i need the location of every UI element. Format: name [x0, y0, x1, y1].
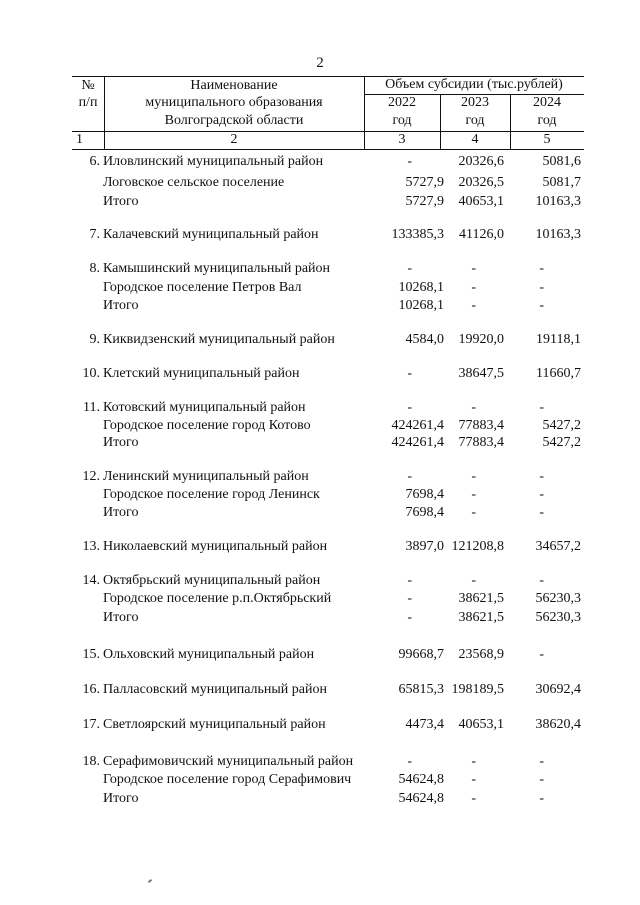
header-year-unit-1: год [392, 113, 412, 128]
value-2022: 424261,4 [391, 435, 444, 450]
municipality-name: Итого [103, 791, 139, 806]
value-2022: - [407, 469, 412, 484]
table-row [0, 331, 640, 349]
value-2023: - [471, 298, 476, 313]
table-row [0, 153, 640, 171]
value-2024: - [539, 400, 544, 415]
value-2024: 10163,3 [535, 227, 581, 242]
value-2022: - [407, 261, 412, 276]
value-2022: 3897,0 [405, 539, 444, 554]
municipality-name: Ленинский муниципальный район [103, 469, 309, 484]
value-2022: 65815,3 [398, 682, 444, 697]
header-year-unit-2: год [465, 113, 485, 128]
value-2022: 99668,7 [398, 647, 444, 662]
value-2023: - [471, 573, 476, 588]
value-2022: - [407, 400, 412, 415]
value-2023: - [471, 261, 476, 276]
value-2024: 38620,4 [535, 717, 581, 732]
municipality-name: Городское поселение р.п.Октябрьский [103, 591, 332, 606]
value-2023: 38621,5 [458, 591, 504, 606]
value-2023: - [471, 505, 476, 520]
value-2022: 54624,8 [398, 791, 444, 806]
municipality-name: Городское поселение город Котово [103, 418, 311, 433]
municipality-name: Светлоярский муниципальный район [103, 717, 326, 732]
value-2023: 38621,5 [458, 610, 504, 625]
value-2023: - [471, 469, 476, 484]
value-2022: 10268,1 [398, 280, 444, 295]
header-name-line2: муниципального образования [145, 95, 323, 110]
value-2024: - [539, 505, 544, 520]
column-index-5: 5 [543, 132, 551, 147]
value-2023: - [471, 280, 476, 295]
header-year-2022: 2022 [388, 95, 416, 110]
value-2022: - [407, 366, 412, 381]
table-row [0, 590, 640, 608]
value-2024: - [539, 298, 544, 313]
municipality-name: Серафимовичский муниципальный район [103, 754, 354, 769]
value-2023: - [471, 400, 476, 415]
header-name-line1: Наименование [190, 78, 278, 93]
value-2022: - [407, 573, 412, 588]
value-2022: - [407, 754, 412, 769]
column-index-rule [72, 149, 584, 150]
table-row [0, 226, 640, 244]
header-year-unit-3: год [537, 113, 557, 128]
header-num-pp: п/п [78, 95, 98, 110]
value-2022: 424261,4 [391, 418, 444, 433]
value-2022: 4584,0 [405, 332, 444, 347]
municipality-name: Калачевский муниципальный район [103, 227, 319, 242]
municipality-name: Клетский муниципальный район [103, 366, 300, 381]
value-2022: 7698,4 [405, 487, 444, 502]
row-number: 14. [82, 573, 100, 588]
table-row [0, 434, 640, 452]
value-2024: - [539, 261, 544, 276]
value-2023: 38647,5 [458, 366, 504, 381]
value-2024: - [539, 772, 544, 787]
value-2024: 56230,3 [535, 610, 581, 625]
row-number: 18. [82, 754, 100, 769]
row-number: 15. [82, 647, 100, 662]
municipality-name: Палласовский муниципальный район [103, 682, 327, 697]
value-2023: 77883,4 [458, 418, 504, 433]
row-number: 7. [89, 227, 100, 242]
value-2023: - [471, 754, 476, 769]
municipality-name: Николаевский муниципальный район [103, 539, 328, 554]
value-2024: 34657,2 [535, 539, 581, 554]
value-2024: 19118,1 [536, 332, 581, 347]
table-row [0, 174, 640, 192]
table-row [0, 646, 640, 664]
value-2022: - [407, 154, 412, 169]
municipality-name: Октябрьский муниципальный район [103, 573, 321, 588]
value-2024: 5081,6 [542, 154, 581, 169]
table-row [0, 609, 640, 627]
row-number: 8. [89, 261, 100, 276]
value-2024: - [539, 647, 544, 662]
row-number: 16. [82, 682, 100, 697]
row-number: 6. [89, 154, 100, 169]
municipality-name: Итого [103, 505, 139, 520]
value-2023: 121208,8 [451, 539, 504, 554]
row-number: 9. [89, 332, 100, 347]
value-2022: - [407, 591, 412, 606]
municipality-name: Итого [103, 610, 139, 625]
row-number: 10. [82, 366, 100, 381]
column-index-1: 1 [76, 132, 83, 147]
value-2023: 40653,1 [458, 717, 504, 732]
value-2024: - [539, 754, 544, 769]
column-index-4: 4 [471, 132, 479, 147]
value-2022: 5727,9 [405, 194, 444, 209]
municipality-name: Ольховский муниципальный район [103, 647, 315, 662]
column-index-3: 3 [398, 132, 406, 147]
row-number: 12. [82, 469, 100, 484]
value-2022: 4473,4 [405, 717, 444, 732]
value-2022: - [407, 610, 412, 625]
value-2023: 40653,1 [458, 194, 504, 209]
table-row [0, 468, 640, 486]
header-year-2024: 2024 [533, 95, 561, 110]
column-index-2: 2 [230, 132, 238, 147]
table-row [0, 716, 640, 734]
value-2023: 20326,6 [458, 154, 504, 169]
value-2022: 5727,9 [405, 175, 444, 190]
row-number: 17. [82, 717, 100, 732]
value-2024: - [539, 280, 544, 295]
row-number: 13. [82, 539, 100, 554]
row-number: 11. [83, 400, 100, 415]
table-header [72, 76, 584, 150]
table-row [0, 538, 640, 556]
value-2024: - [539, 791, 544, 806]
table-row [0, 193, 640, 211]
value-2022: 133385,3 [391, 227, 444, 242]
header-name-line3: Волгоградской области [164, 113, 304, 128]
page-number: 2 [316, 55, 324, 71]
table-row [0, 504, 640, 522]
value-2023: - [471, 772, 476, 787]
header-subsidy-title: Объем субсидии (тыс.рублей) [385, 77, 563, 92]
value-2022: 10268,1 [398, 298, 444, 313]
value-2023: - [471, 487, 476, 502]
value-2024: 10163,3 [535, 194, 581, 209]
value-2024: 11660,7 [536, 366, 581, 381]
header-year-2023: 2023 [461, 95, 489, 110]
value-2022: 7698,4 [405, 505, 444, 520]
value-2023: 77883,4 [458, 435, 504, 450]
table-row [0, 297, 640, 315]
table-row [0, 572, 640, 590]
table-row [0, 790, 640, 808]
value-2023: 198189,5 [451, 682, 504, 697]
table-row [0, 771, 640, 789]
value-2024: 56230,3 [535, 591, 581, 606]
municipality-name: Итого [103, 298, 139, 313]
table-row [0, 365, 640, 383]
municipality-name: Котовский муниципальный район [103, 400, 306, 415]
table-row [0, 681, 640, 699]
table-row [0, 260, 640, 278]
municipality-name: Камышинский муниципальный район [103, 261, 331, 276]
value-2024: 5081,7 [542, 175, 581, 190]
municipality-name: Городское поселение город Серафимович [103, 772, 352, 787]
municipality-name: Логовское сельское поселение [103, 175, 285, 190]
table-row [0, 417, 640, 435]
value-2024: 30692,4 [535, 682, 581, 697]
value-2023: 41126,0 [459, 227, 504, 242]
scan-speck [148, 879, 152, 883]
value-2024: 5427,2 [542, 435, 581, 450]
value-2023: 20326,5 [458, 175, 504, 190]
value-2023: - [471, 791, 476, 806]
value-2024: 5427,2 [542, 418, 581, 433]
value-2024: - [539, 469, 544, 484]
municipality-name: Городское поселение Петров Вал [103, 280, 302, 295]
header-num-symbol: № [81, 78, 95, 93]
municipality-name: Итого [103, 435, 139, 450]
municipality-name: Киквидзенский муниципальный район [103, 332, 335, 347]
table-row [0, 486, 640, 504]
value-2022: 54624,8 [398, 772, 444, 787]
value-2024: - [539, 573, 544, 588]
value-2023: 23568,9 [458, 647, 504, 662]
table-row [0, 279, 640, 297]
value-2024: - [539, 487, 544, 502]
value-2023: 19920,0 [458, 332, 504, 347]
municipality-name: Иловлинский муниципальный район [103, 154, 324, 169]
municipality-name: Городское поселение город Ленинск [103, 487, 320, 502]
municipality-name: Итого [103, 194, 139, 209]
table-row [0, 753, 640, 771]
table-row [0, 399, 640, 417]
